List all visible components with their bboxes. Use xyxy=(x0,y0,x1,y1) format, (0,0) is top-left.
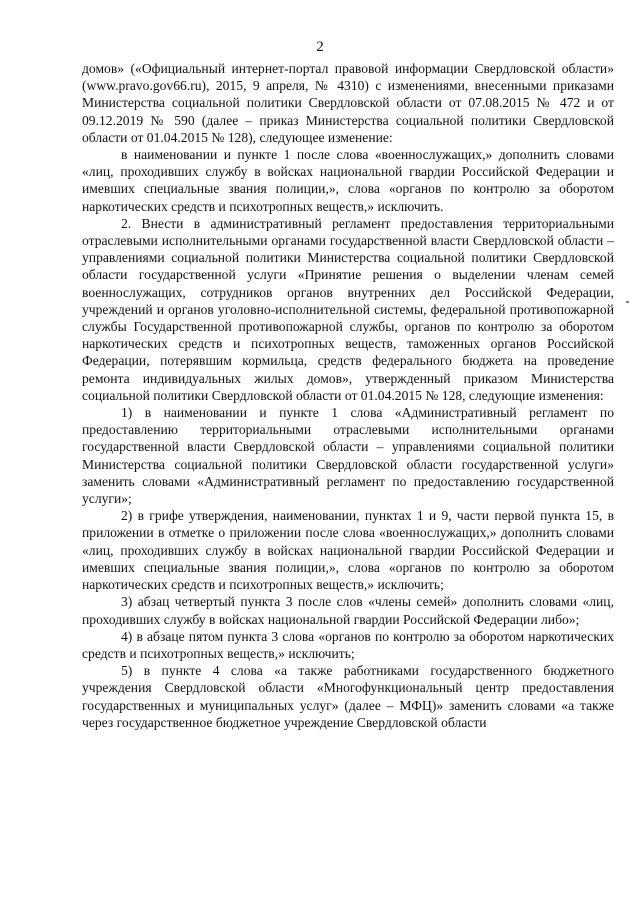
paragraph-subitem-4: 4) в абзаце пятом пункта 3 слова «органов по контролю за оборотом наркотических средств и психотропных веществ,» исключить; xyxy=(82,628,614,661)
paragraph-subitem-2: 2) в грифе утверждения, наименовании, пунктах 1 и 9, части первой пункта 15, в приложении в отметке о приложении после слова «военнослужащих,» дополнить словами «лиц, проходивших службу в войсках национальной гвардии Российской Федерации и имевших специальные звания полиции,», слова «органов по контролю за оборотом наркотических средств и психотропных веществ,» исключить; xyxy=(82,508,614,593)
document-body xyxy=(82,60,614,731)
paragraph-subitem-5: 5) в пункте 4 слова «а также работниками государственного бюджетного учреждения Свердловской области «Многофункциональный центр предоставления государственных и муниципальных услуг» (далее – МФЦ)» заменить словами «а также через государственное бюджетное учреждение Свердловской области xyxy=(82,663,614,730)
scan-speck xyxy=(626,301,629,303)
paragraph-continuation: домов» («Официальный интернет-портал правовой информации Свердловской области» (www.pravo.gov66.ru), 2015, 9 апреля, № 4310) с изменениями, внесенными приказами Министерства социальной политики Свердловской области от 07.08.2015 № 472 и от 09.12.2019 № 590 (далее – приказ Министерства социальной политики Свердловской области от 01.04.2015 № 128), следующее изменение: xyxy=(82,61,614,145)
paragraph-subitem-3: 3) абзац четвертый пункта 3 после слов «члены семей» дополнить словами «лиц, проходивших службу в войсках национальной гвардии Российской Федерации либо»; xyxy=(82,594,614,627)
page-number: 2 xyxy=(316,39,324,55)
paragraph-item-2: 2. Внести в административный регламент предоставления территориальными отраслевыми исполнительными органами государственной власти Свердловской области – управлениями социальной политики Министерства социальной политики Свердловской области государственной услуги «Принятие решения о выделении членам семей военнослужащих, сотрудников органов внутренних дел Российской Федерации, учреждений и органов уголовно-исполнительной системы, федеральной противопожарной службы Государственной противопожарной службы, органов по контролю за оборотом наркотических средств и психотропных веществ, таможенных органов Российской Федерации, потерявшим кормильца, средств федерального бюджета на проведение ремонта индивидуальных жилых домов», утвержденный приказом Министерства социальной политики Свердловской области от 01.04.2015 № 128, следующие изменения: xyxy=(82,215,614,403)
paragraph-subitem-1: 1) в наименовании и пункте 1 слова «Административный регламент по предоставлению территориальными отраслевыми исполнительными органами государственной власти Свердловской области – управлениями социальной политики Министерства социальной политики Свердловской области государственной услуги» заменить словами «Административный регламент по предоставлению государственной услуги»; xyxy=(82,405,614,507)
paragraph-amendment-name: в наименовании и пункте 1 после слова «военнослужащих,» дополнить словами «лиц, проходивших службу в войсках национальной гвардии Российской Федерации и имевших специальные звания полиции,», слова «органов по контролю за оборотом наркотических средств и психотропных веществ,» исключить. xyxy=(82,147,614,214)
